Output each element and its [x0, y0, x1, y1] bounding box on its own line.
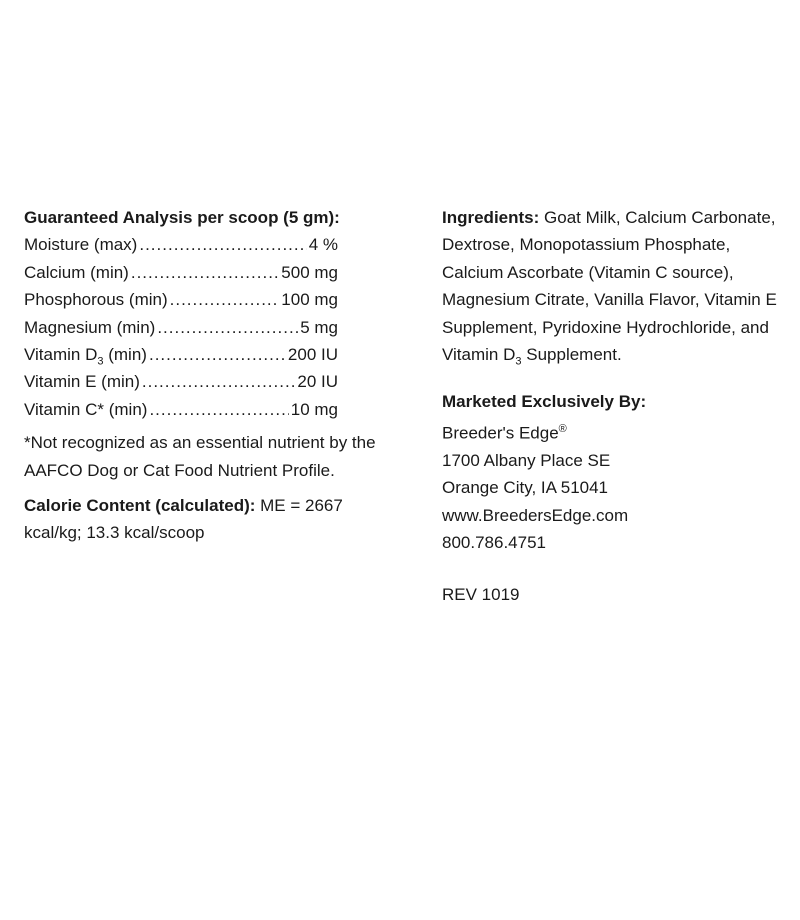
dot-leader	[142, 368, 295, 395]
ingredients-paragraph	[442, 204, 792, 368]
marketer-name	[442, 416, 792, 447]
analysis-value: 20 IU	[297, 372, 338, 392]
ingredients-label: Ingredients:	[442, 208, 540, 227]
analysis-label: Calcium (min)	[24, 262, 129, 282]
calorie-content	[24, 492, 404, 547]
dot-leader	[139, 231, 306, 258]
analysis-row-phosphorous	[24, 286, 338, 313]
analysis-label: Vitamin E (min)	[24, 372, 140, 392]
marketer-heading: Marketed Exclusively By:	[442, 392, 647, 412]
dot-leader	[149, 396, 288, 423]
subscript-3: 3	[97, 355, 104, 368]
dot-leader	[157, 314, 298, 341]
brand-name: Breeder's Edge	[442, 423, 559, 443]
registered-mark: ®	[558, 422, 567, 435]
marketer-address-line-2: Orange City, IA 51041	[442, 478, 609, 498]
dot-leader	[149, 341, 286, 368]
analysis-label: Vitamin C* (min)	[24, 399, 148, 419]
analysis-row-magnesium	[24, 314, 338, 341]
analysis-label: Moisture (max)	[24, 235, 138, 255]
revision-code: REV 1019	[442, 584, 520, 604]
analysis-value: 4 %	[308, 235, 338, 255]
analysis-row-moisture	[24, 231, 338, 258]
analysis-label: Phosphorous (min)	[24, 290, 168, 310]
calorie-value: ME = 2667 kcal/kg; 13.3 kcal/scoop	[24, 496, 348, 543]
calorie-label: Calorie Content (calculated):	[24, 496, 256, 516]
analysis-label-suffix: (min)	[103, 345, 147, 365]
nutrient-footnote: *Not recognized as an essential nutrient by the AAFCO Dog or Cat Food Nutrient Profile.	[24, 433, 376, 480]
analysis-value: 5 mg	[300, 317, 338, 337]
marketer-phone: 800.786.4751	[442, 533, 546, 553]
analysis-label-main: Vitamin D	[24, 345, 98, 365]
analysis-row-vitamin-c	[24, 396, 338, 423]
analysis-label	[24, 341, 147, 368]
guaranteed-analysis-section	[24, 204, 404, 547]
ingredients-text: Goat Milk, Calcium Carbonate, Dextrose, Monopotassium Phosphate, Calcium Ascorbate (Vitamin C source), Magnesium Citrate, Vanilla Flavor, Vitamin E Supplement, Pyridoxine Hydrochloride, and Vitamin D	[442, 208, 782, 365]
dot-leader	[170, 286, 280, 313]
analysis-row-vitamin-d3	[24, 341, 338, 368]
analysis-value: 200 IU	[287, 345, 338, 365]
subscript-3: 3	[515, 355, 522, 368]
marketer-block	[442, 388, 792, 556]
marketer-website: www.BreedersEdge.com	[442, 505, 629, 525]
analysis-row-calcium	[24, 259, 338, 286]
analysis-heading: Guaranteed Analysis per scoop (5 gm):	[24, 208, 340, 227]
analysis-label: Magnesium (min)	[24, 317, 156, 337]
analysis-value: 10 mg	[290, 399, 338, 419]
marketer-address-line-1: 1700 Albany Place SE	[442, 450, 611, 470]
ingredients-text-end: Supplement.	[521, 345, 622, 365]
ingredients-marketer-section	[442, 204, 792, 608]
analysis-value: 500 mg	[281, 262, 338, 282]
analysis-row-vitamin-e	[24, 368, 338, 395]
analysis-value: 100 mg	[281, 290, 338, 310]
dot-leader	[131, 259, 279, 286]
